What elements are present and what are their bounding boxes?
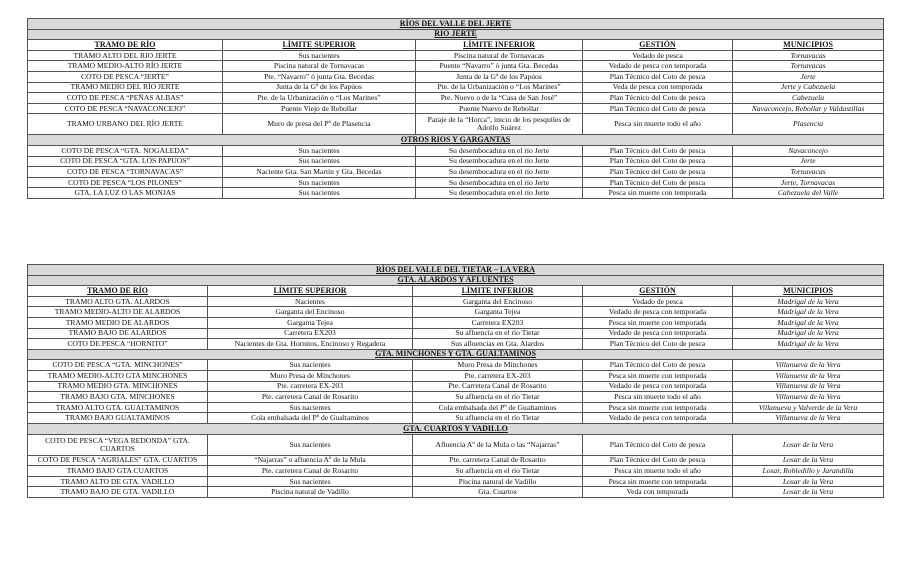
column-header-row	[28, 40, 884, 51]
limite-superior-cell: Piscina natural de Vadillo	[208, 487, 413, 498]
gestion-cell: Pesca sin muerte todo el año	[583, 392, 733, 403]
table-row	[28, 434, 884, 455]
limite-inferior-cell: Su desembocadura en el río Jerte	[416, 145, 583, 156]
column-header-tramo: TRAMO DE RÍO	[28, 40, 223, 51]
gestion-cell: Plan Técnico del Coto de pesca	[583, 360, 733, 371]
table-row	[28, 413, 884, 424]
limite-inferior-cell: Su desembocadura en el río Jerte	[416, 188, 583, 199]
municipios-cell: Madrigal de la Vera	[733, 328, 884, 339]
limite-inferior-cell: Garganta del Encinoso	[413, 296, 583, 307]
municipios-cell: Losar, Robledillo y Jarandilla	[733, 466, 884, 477]
tietar-section	[28, 423, 884, 434]
table-row	[28, 317, 884, 328]
tramo-cell: COTO DE PESCA “LOS PILONES”	[28, 177, 223, 188]
limite-superior-cell: Pte. carretera EX-203	[208, 381, 413, 392]
jerte-title-label: RÍOS DEL VALLE DEL JERTE	[28, 19, 884, 30]
limite-superior-cell: Nacientes	[208, 296, 413, 307]
limite-inferior-cell: Paraje de la “Horca”, inicio de los pesquiles de Adolfo Suárez	[416, 114, 583, 135]
municipios-cell: Villanueva de la Vera	[733, 370, 884, 381]
jerte-section-otros-label: OTROS RIOS Y GARGANTAS	[28, 135, 884, 146]
gestion-cell: Pesca sin muerte con temporada	[583, 476, 733, 487]
tramo-cell: COTO DE PESCA “TORNAVACAS”	[28, 167, 223, 178]
column-header-limite-inferior: LÍMITE INFERIOR	[416, 40, 583, 51]
tramo-cell: COTO DE PESCA “GTA. MINCHONES”	[28, 360, 208, 371]
gestion-cell: Pesca sin muerte con temporada	[583, 370, 733, 381]
limite-superior-cell: Garganta Tejea	[208, 317, 413, 328]
table-row	[28, 71, 884, 82]
table-row	[28, 114, 884, 135]
tramo-cell: TRAMO BAJO GTA. MINCHONES	[28, 392, 208, 403]
column-header-limite-superior: LÍMITE SUPERIOR	[223, 40, 416, 51]
gestion-cell: Vedado de pesca con temporada	[583, 413, 733, 424]
tramo-cell: TRAMO ALTO DEL RIO JERTE	[28, 50, 223, 61]
limite-superior-cell: Muro Presa de Minchones	[208, 370, 413, 381]
municipios-cell: Jerte	[733, 71, 884, 82]
tramo-cell: COTO DE PESCA “JERTE”	[28, 71, 223, 82]
tramo-cell: TRAMO MEDIO-ALTO RÍO JERTE	[28, 61, 223, 72]
table-row	[28, 156, 884, 167]
municipios-cell: Madrigal de la Vera	[733, 317, 884, 328]
limite-inferior-cell: Pte. carretera Canal de Rosarito	[413, 455, 583, 466]
limite-inferior-cell: Piscina natural de Tornavacas	[416, 50, 583, 61]
municipios-cell: Madrigal de la Vera	[733, 339, 884, 350]
limite-superior-cell: Garganta del Encinoso	[208, 307, 413, 318]
gestion-cell: Pesca sin muerte con temporada	[583, 402, 733, 413]
table-row	[28, 487, 884, 498]
tietar-section-label: GTA. CUARTOS Y VADILLO	[28, 423, 884, 434]
table-row	[28, 339, 884, 350]
gestion-cell: Plan Técnico del Coto de pesca	[583, 145, 733, 156]
gestion-cell: Vedado de pesca con temporada	[583, 307, 733, 318]
limite-superior-cell: Piscina natural de Tornavacas	[223, 61, 416, 72]
table-row	[28, 188, 884, 199]
limite-inferior-cell: Piscina natural de Vadillo	[413, 476, 583, 487]
tramo-cell: TRAMO MEDIO-ALTO GTA MINCHONES	[28, 370, 208, 381]
limite-inferior-cell: Gta. Cuartos	[413, 487, 583, 498]
gestion-cell: Plan Técnico del Coto de pesca	[583, 93, 733, 104]
gestion-cell: Vedado de pesca	[583, 50, 733, 61]
limite-superior-cell: Sus nacientes	[208, 476, 413, 487]
tramo-cell: TRAMO BAJO DE GTA. VADILLO	[28, 487, 208, 498]
tramo-cell: COTO DE PESCA “NAVACONCEJO”	[28, 103, 223, 114]
tietar-section-label: GTA. ALARDOS Y AFLUENTES	[28, 275, 884, 286]
limite-inferior-cell: Puente Nuevo de Rebollar	[416, 103, 583, 114]
limite-superior-cell: Sus nacientes	[223, 188, 416, 199]
gestion-cell: Pesca sin muerte todo el año	[583, 114, 733, 135]
limite-inferior-cell: Su desembocadura en el río Jerte	[416, 156, 583, 167]
limite-inferior-cell: Su afluencia en el río Tietar	[413, 328, 583, 339]
limite-inferior-cell: Garganta Tejea	[413, 307, 583, 318]
limite-superior-cell: Nacientes de Gta. Hornitos, Encinoso y Regadera	[208, 339, 413, 350]
municipios-cell: Losar de la Vera	[733, 434, 884, 455]
municipios-cell: Tornavacas	[733, 50, 884, 61]
municipios-cell: Villanueva de la Vera	[733, 360, 884, 371]
limite-superior-cell: Sus nacientes	[208, 434, 413, 455]
limite-superior-cell: Muro de presa del Pº de Plasencia	[223, 114, 416, 135]
gestion-cell: Plan Técnico del Coto de pesca	[583, 177, 733, 188]
tramo-cell: COTO DE PESCA “GTA. LOS PAPUOS”	[28, 156, 223, 167]
tramo-cell: COTO DE PESCA “PEÑAS ALBAS”	[28, 93, 223, 104]
limite-superior-cell: Sus nacientes	[223, 177, 416, 188]
tramo-cell: TRAMO MEDIO-ALTO DE ALARDOS	[28, 307, 208, 318]
tietar-section	[28, 275, 884, 286]
column-header-limite-superior: LÍMITE SUPERIOR	[208, 286, 413, 297]
municipios-cell: Losar de la Vera	[733, 487, 884, 498]
municipios-cell: Madrigal de la Vera	[733, 296, 884, 307]
municipios-cell: Madrigal de la Vera	[733, 307, 884, 318]
municipios-cell: Tornavacas	[733, 167, 884, 178]
jerte-subtitle-label: RÍO JERTE	[28, 29, 884, 40]
municipios-cell: Losar de la Vera	[733, 455, 884, 466]
table-row	[28, 328, 884, 339]
tramo-cell: TRAMO URBANO DEL RÍO JERTE	[28, 114, 223, 135]
limite-inferior-cell: Su afluencia en el río Tietar	[413, 413, 583, 424]
limite-superior-cell: Pte. carretera Canal de Rosarito	[208, 392, 413, 403]
table-row	[28, 466, 884, 477]
gestion-cell: Plan Técnico del Coto de pesca	[583, 156, 733, 167]
limite-inferior-cell: Cola embalsada del Pº de Gualtaminos	[413, 402, 583, 413]
municipios-cell: Navaconcejo, Rebollar y Valdastillas	[733, 103, 884, 114]
limite-inferior-cell: Pte. Carretera Canal de Rosarito	[413, 381, 583, 392]
table-row	[28, 145, 884, 156]
municipios-cell: Villanueva y Valverde de la Vera	[733, 402, 884, 413]
limite-superior-cell: Pte. carretera Canal de Rosarito	[208, 466, 413, 477]
municipios-cell: Jerte, Tornavacas	[733, 177, 884, 188]
gestion-cell: Plan Técnico del Coto de pesca	[583, 71, 733, 82]
limite-inferior-cell: Puente “Navarro” ó junta Gta. Becedas	[416, 61, 583, 72]
tramo-cell: TRAMO BAJO DE ALARDOS	[28, 328, 208, 339]
tramo-cell: GTA. LA LUZ O LAS MONJAS	[28, 188, 223, 199]
jerte-title	[28, 19, 884, 30]
limite-inferior-cell: Su afluencia en el río Tietar	[413, 392, 583, 403]
table-row	[28, 360, 884, 371]
tramo-cell: TRAMO MEDIO DEL RÍO JERTE	[28, 82, 223, 93]
table-row	[28, 82, 884, 93]
municipios-cell: Cabezuela	[733, 93, 884, 104]
table-row	[28, 307, 884, 318]
table-row	[28, 103, 884, 114]
gestion-cell: Vedado de pesca	[583, 296, 733, 307]
limite-superior-cell: “Najarras” o afluencia Aº de la Mula	[208, 455, 413, 466]
limite-inferior-cell: Pte. de la Urbanización o “Los Marines”	[416, 82, 583, 93]
municipios-cell: Plasencia	[733, 114, 884, 135]
table-row	[28, 476, 884, 487]
gestion-cell: Pesca sin muerte todo el año	[583, 466, 733, 477]
table-row	[28, 61, 884, 72]
column-header-row	[28, 286, 884, 297]
table-row	[28, 177, 884, 188]
tietar-table	[27, 264, 884, 498]
limite-superior-cell: Sus nacientes	[208, 402, 413, 413]
tietar-section	[28, 349, 884, 360]
tietar-title	[28, 265, 884, 276]
tietar-title-label: RÍOS DEL VALLE DEL TIETAR – LA VERA	[28, 265, 884, 276]
limite-inferior-cell: Pte. Nuevo o de la “Casa de San José”	[416, 93, 583, 104]
limite-superior-cell: Naciente Gta. San Martín y Gta. Becedas	[223, 167, 416, 178]
limite-inferior-cell: Su desembocadura en el río Jerte	[416, 167, 583, 178]
limite-inferior-cell: Carretera EX203	[413, 317, 583, 328]
limite-inferior-cell: Su desembocadura en el río Jerte	[416, 177, 583, 188]
municipios-cell: Navaconcejo	[733, 145, 884, 156]
municipios-cell: Cabezuela del Valle	[733, 188, 884, 199]
tramo-cell: COTO DE PESCA “VEGA REDONDA” GTA. CUARTOS	[28, 434, 208, 455]
column-header-tramo: TRAMO DE RÍO	[28, 286, 208, 297]
tietar-section-label: GTA. MINCHONES Y GTA. GUALTAMINOS	[28, 349, 884, 360]
column-header-limite-inferior: LÍMITE INFERIOR	[413, 286, 583, 297]
tramo-cell: TRAMO BAJO GTA CUARTOS	[28, 466, 208, 477]
municipios-cell: Jerte y Cabezuela	[733, 82, 884, 93]
limite-superior-cell: Puente Viejo de Rebollar	[223, 103, 416, 114]
limite-inferior-cell: Junta de la Gª de los Papúos	[416, 71, 583, 82]
tramo-cell: TRAMO BAJO GUALTAMINOS	[28, 413, 208, 424]
jerte-table	[27, 18, 884, 199]
tramo-cell: TRAMO ALTO DE GTA. VADILLO	[28, 476, 208, 487]
gestion-cell: Pesca sin muerte con temporada	[583, 188, 733, 199]
table-row	[28, 167, 884, 178]
municipios-cell: Villanueva de la Vera	[733, 392, 884, 403]
tramo-cell: TRAMO MEDIO DE ALARDOS	[28, 317, 208, 328]
limite-inferior-cell: Afluencia Aº de la Mula o las “Najarras”	[413, 434, 583, 455]
gestion-cell: Pesca sin muerte con temporada	[583, 317, 733, 328]
gestion-cell: Plan Técnico del Coto de pesca	[583, 434, 733, 455]
table-row	[28, 370, 884, 381]
gestion-cell: Vedado de pesca con temporada	[583, 381, 733, 392]
gestion-cell: Plan Técnico del Coto de pesca	[583, 103, 733, 114]
table-row	[28, 392, 884, 403]
limite-superior-cell: Sus nacientes	[223, 156, 416, 167]
tramo-cell: COTO DE PESCA “HORNITO”	[28, 339, 208, 350]
gestion-cell: Vedado de pesca con temporada	[583, 61, 733, 72]
gestion-cell: Vedado de pesca con temporada	[583, 328, 733, 339]
jerte-subtitle	[28, 29, 884, 40]
municipios-cell: Villanueva de la Vera	[733, 381, 884, 392]
table-row	[28, 50, 884, 61]
gestion-cell: Plan Técnico del Coto de pesca	[583, 167, 733, 178]
limite-inferior-cell: Sus afluencias en Gta. Alardos	[413, 339, 583, 350]
column-header-gestion: GESTIÓN	[583, 286, 733, 297]
table-row	[28, 296, 884, 307]
limite-inferior-cell: Muro Presa de Minchones	[413, 360, 583, 371]
column-header-municipios: MUNICIPIOS	[733, 40, 884, 51]
limite-superior-cell: Pte. “Navarro” ó junta Gta. Becedas	[223, 71, 416, 82]
municipios-cell: Jerte	[733, 156, 884, 167]
municipios-cell: Losar de la Vera	[733, 476, 884, 487]
limite-inferior-cell: Su afluencia en el río Tietar	[413, 466, 583, 477]
limite-superior-cell: Carretera EX203	[208, 328, 413, 339]
tramo-cell: COTO DE PESCA “GTA. NOGALEDA”	[28, 145, 223, 156]
gestion-cell: Plan Técnico del Coto de pesca	[583, 455, 733, 466]
table-row	[28, 381, 884, 392]
limite-superior-cell: Junta de la Gª de los Papúos	[223, 82, 416, 93]
table-row	[28, 402, 884, 413]
gestion-cell: Veda de pesca con temporada	[583, 82, 733, 93]
table-row	[28, 455, 884, 466]
limite-superior-cell: Pte. de la Urbanización o “Los Marines”	[223, 93, 416, 104]
column-header-municipios: MUNICIPIOS	[733, 286, 884, 297]
tramo-cell: TRAMO ALTO GTA. ALARDOS	[28, 296, 208, 307]
gestion-cell: Plan Técnico del Coto de pesca	[583, 339, 733, 350]
jerte-section-otros	[28, 135, 884, 146]
limite-superior-cell: Sus nacientes	[223, 50, 416, 61]
tramo-cell: TRAMO ALTO GTA. GUALTAMINOS	[28, 402, 208, 413]
gestion-cell: Veda con temporada	[583, 487, 733, 498]
limite-inferior-cell: Pte. carretera EX-203	[413, 370, 583, 381]
limite-superior-cell: Cola embalsada del Pº de Gualtaminos	[208, 413, 413, 424]
table-row	[28, 93, 884, 104]
tramo-cell: TRAMO MEDIO GTA. MINCHONES	[28, 381, 208, 392]
limite-superior-cell: Sus nacientes	[208, 360, 413, 371]
limite-superior-cell: Sus nacientes	[223, 145, 416, 156]
tramo-cell: COTO DE PESCA “AGRIALES” GTA. CUARTOS	[28, 455, 208, 466]
municipios-cell: Villanueva de la Vera	[733, 413, 884, 424]
column-header-gestion: GESTIÓN	[583, 40, 733, 51]
municipios-cell: Tornavacas	[733, 61, 884, 72]
